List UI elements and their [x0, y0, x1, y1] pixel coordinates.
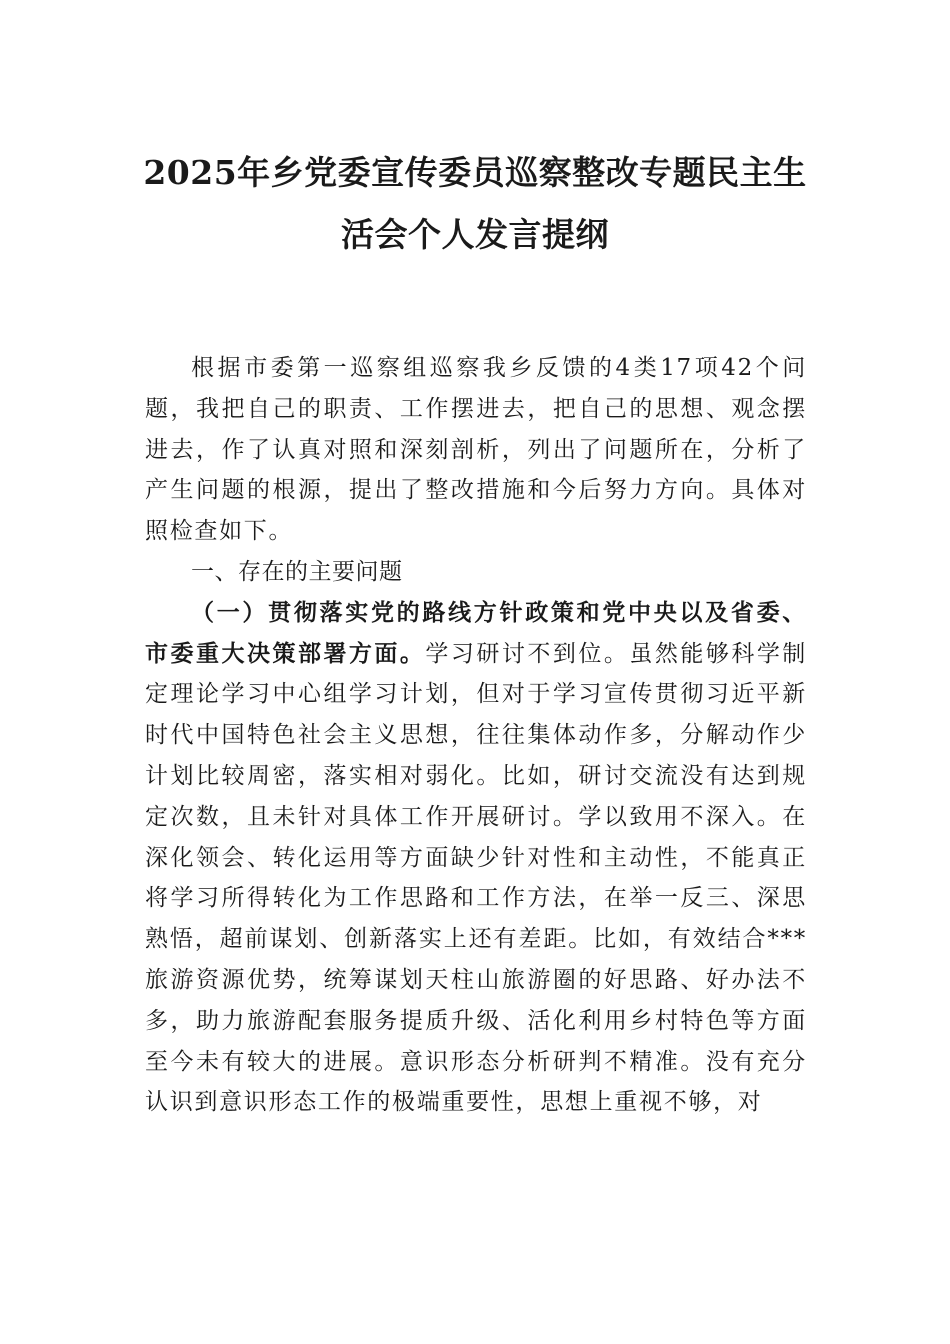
subsection-heading: （一）贯彻落实党的路线方针政策和党中央以及省委、市委重大决策部署方面。 [145, 598, 807, 667]
intro-paragraph: 根据市委第一巡察组巡察我乡反馈的4类17项42个问题，我把自己的职责、工作摆进去，把自己的思想、观念摆进去，作了认真对照和深刻剖析，列出了问题所在，分析了产生问题的根源，提出了整改措施和今后努力方向。具体对照检查如下。 [145, 355, 807, 545]
document-body [145, 348, 807, 1123]
section-heading: 一、存在的主要问题 [191, 558, 403, 585]
subsection-paragraph [145, 593, 807, 1123]
document-title: 2025年乡党委宣传委员巡察整改专题民主生活会个人发言提纲 [143, 153, 807, 254]
subsection-body: 学习研讨不到位。虽然能够科学制定理论学习中心组学习计划，但对于学习宣传贯彻习近平新时代中国特色社会主义思想，往往集体动作多，分解动作少计划比较周密，落实相对弱化。比如，研讨交流没有达到规定次数，且未针对具体工作开展研讨。学以致用不深入。在深化领会、转化运用等方面缺少针对性和主动性，不能真正将学习所得转化为工作思路和工作方法，在举一反三、深思熟悟，超前谋划、创新落实上还有差距。比如，有效结合***旅游资源优势，统筹谋划天柱山旅游圈的好思路、好办法不多，助力旅游配套服务提质升级、活化利用乡村特色等方面至今未有较大的进展。意识形态分析研判不精准。没有充分认识到意识形态工作的极端重要性，思想上重视不够，对 [145, 640, 808, 1116]
